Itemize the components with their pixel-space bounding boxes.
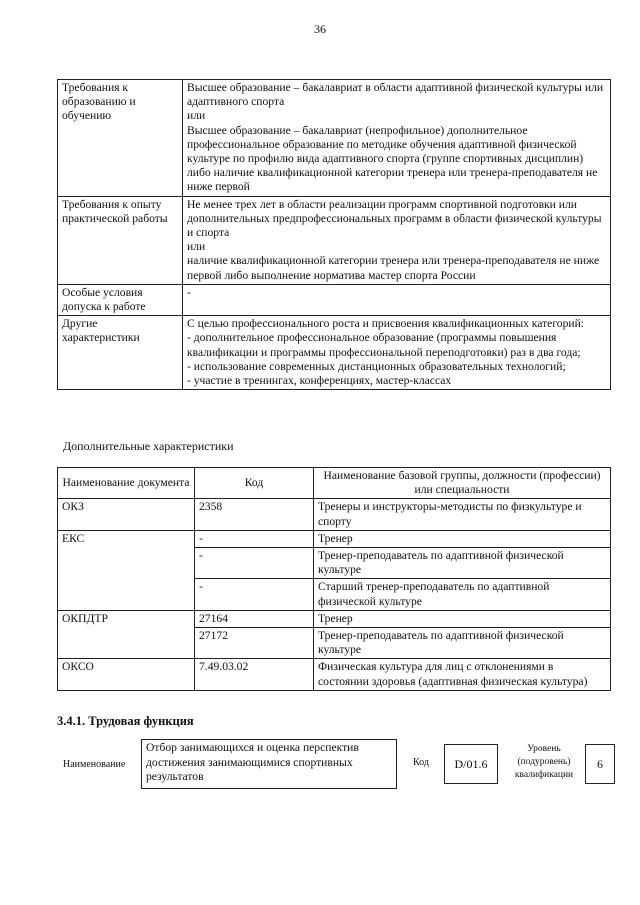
- code-cell: 27164: [195, 610, 314, 627]
- requirement-line: или: [187, 240, 206, 254]
- additional-characteristics-title: Дополнительные характеристики: [63, 439, 234, 453]
- column-header: Наименование базовой группы, должности (профессии) или специальности: [314, 468, 611, 499]
- requirement-line: Высшее образование – бакалавриат в области адаптивной физической культуры или адаптивного спорта: [187, 81, 604, 109]
- document-cell: ОКЗ: [58, 499, 195, 530]
- requirement-line: С целью профессионального роста и присвоения квалификационных категорий:: [187, 317, 585, 331]
- code-cell: -: [195, 548, 314, 579]
- function-code-label: Код: [413, 757, 429, 768]
- code-cell: 2358: [195, 499, 314, 530]
- column-header: Наименование документа: [58, 468, 195, 499]
- requirement-label: Требования к образованию и обучению: [58, 80, 183, 197]
- requirement-label: Особые условия допуска к работе: [58, 284, 183, 315]
- table-row: [58, 196, 611, 284]
- table-row: [58, 316, 611, 390]
- requirement-line: - использование современных дистанционных образовательных технологий;: [187, 359, 566, 373]
- position-name-cell: Тренер-преподаватель по адаптивной физической культуре: [314, 628, 611, 659]
- requirement-value: [183, 80, 611, 197]
- code-cell: 7.49.03.02: [195, 659, 314, 690]
- position-name-cell: Тренер: [314, 530, 611, 547]
- additional-characteristics-table: [57, 467, 611, 691]
- column-header: Код: [195, 468, 314, 499]
- table-row: [58, 610, 611, 627]
- table-row: [58, 659, 611, 690]
- position-name-cell: Тренер-преподаватель по адаптивной физической культуре: [314, 548, 611, 579]
- function-code-value: D/01.6: [444, 744, 498, 784]
- table-row: [58, 499, 611, 530]
- labor-function-row: [57, 739, 617, 791]
- requirement-value: [183, 284, 611, 315]
- requirement-line: -: [187, 285, 191, 299]
- position-name-cell: Физическая культура для лиц с отклонениями в состоянии здоровья (адаптивная физическая культура): [314, 659, 611, 690]
- position-name-cell: Тренер: [314, 610, 611, 627]
- table-row: [58, 80, 611, 197]
- code-cell: -: [195, 579, 314, 610]
- qualification-level-label: Уровень (подуровень) квалификации: [514, 744, 574, 780]
- requirement-value: [183, 196, 611, 284]
- document-cell: ОКСО: [58, 659, 195, 690]
- requirement-line: Не менее трех лет в области реализации программ спортивной подготовки или дополнительных предпрофессиональных программ в области физической культуры и спорта: [187, 197, 602, 240]
- requirement-label: Другие характеристики: [58, 316, 183, 390]
- table-row: [58, 530, 611, 547]
- position-name-cell: Старший тренер-преподаватель по адаптивной физической культуре: [314, 579, 611, 610]
- requirement-line: - участие в тренингах, конференциях, мастер-классах: [187, 374, 452, 388]
- table-header-row: [58, 468, 611, 499]
- requirement-line: или: [187, 109, 206, 123]
- requirement-label: Требования к опыту практической работы: [58, 196, 183, 284]
- requirement-line: - дополнительное профессиональное образование (программы повышения квалификации и программы профессиональной переподготовки) раз в два года;: [187, 331, 581, 359]
- qualification-level-value: 6: [585, 744, 615, 784]
- code-cell: -: [195, 530, 314, 547]
- function-name-label: Наименование: [63, 759, 126, 770]
- requirement-line: наличие квалификационной категории тренера или тренера-преподавателя не ниже первой либо выполнение норматива мастер спорта России: [187, 254, 600, 282]
- document-cell: ЕКС: [58, 530, 195, 610]
- code-cell: 27172: [195, 628, 314, 659]
- position-name-cell: Тренеры и инструкторы-методисты по физкультуре и спорту: [314, 499, 611, 530]
- function-name-value: Отбор занимающихся и оценка перспектив достижения занимающимися спортивных результатов: [141, 739, 397, 789]
- page-number: 36: [314, 22, 326, 36]
- labor-function-title: 3.4.1. Трудовая функция: [57, 714, 194, 728]
- requirement-value: [183, 316, 611, 390]
- table-row: [58, 284, 611, 315]
- requirement-line: Высшее образование – бакалавриат (непрофильное) дополнительное профессиональное образование по методике обучения адаптивной физической культуре по профилю вида адаптивного спорта (группе спортивных дисциплин) либо наличие квалификационной категории тренера или тренера-преподавателя не ниже первой: [187, 123, 598, 194]
- requirements-table: [57, 79, 611, 390]
- document-cell: ОКПДТР: [58, 610, 195, 659]
